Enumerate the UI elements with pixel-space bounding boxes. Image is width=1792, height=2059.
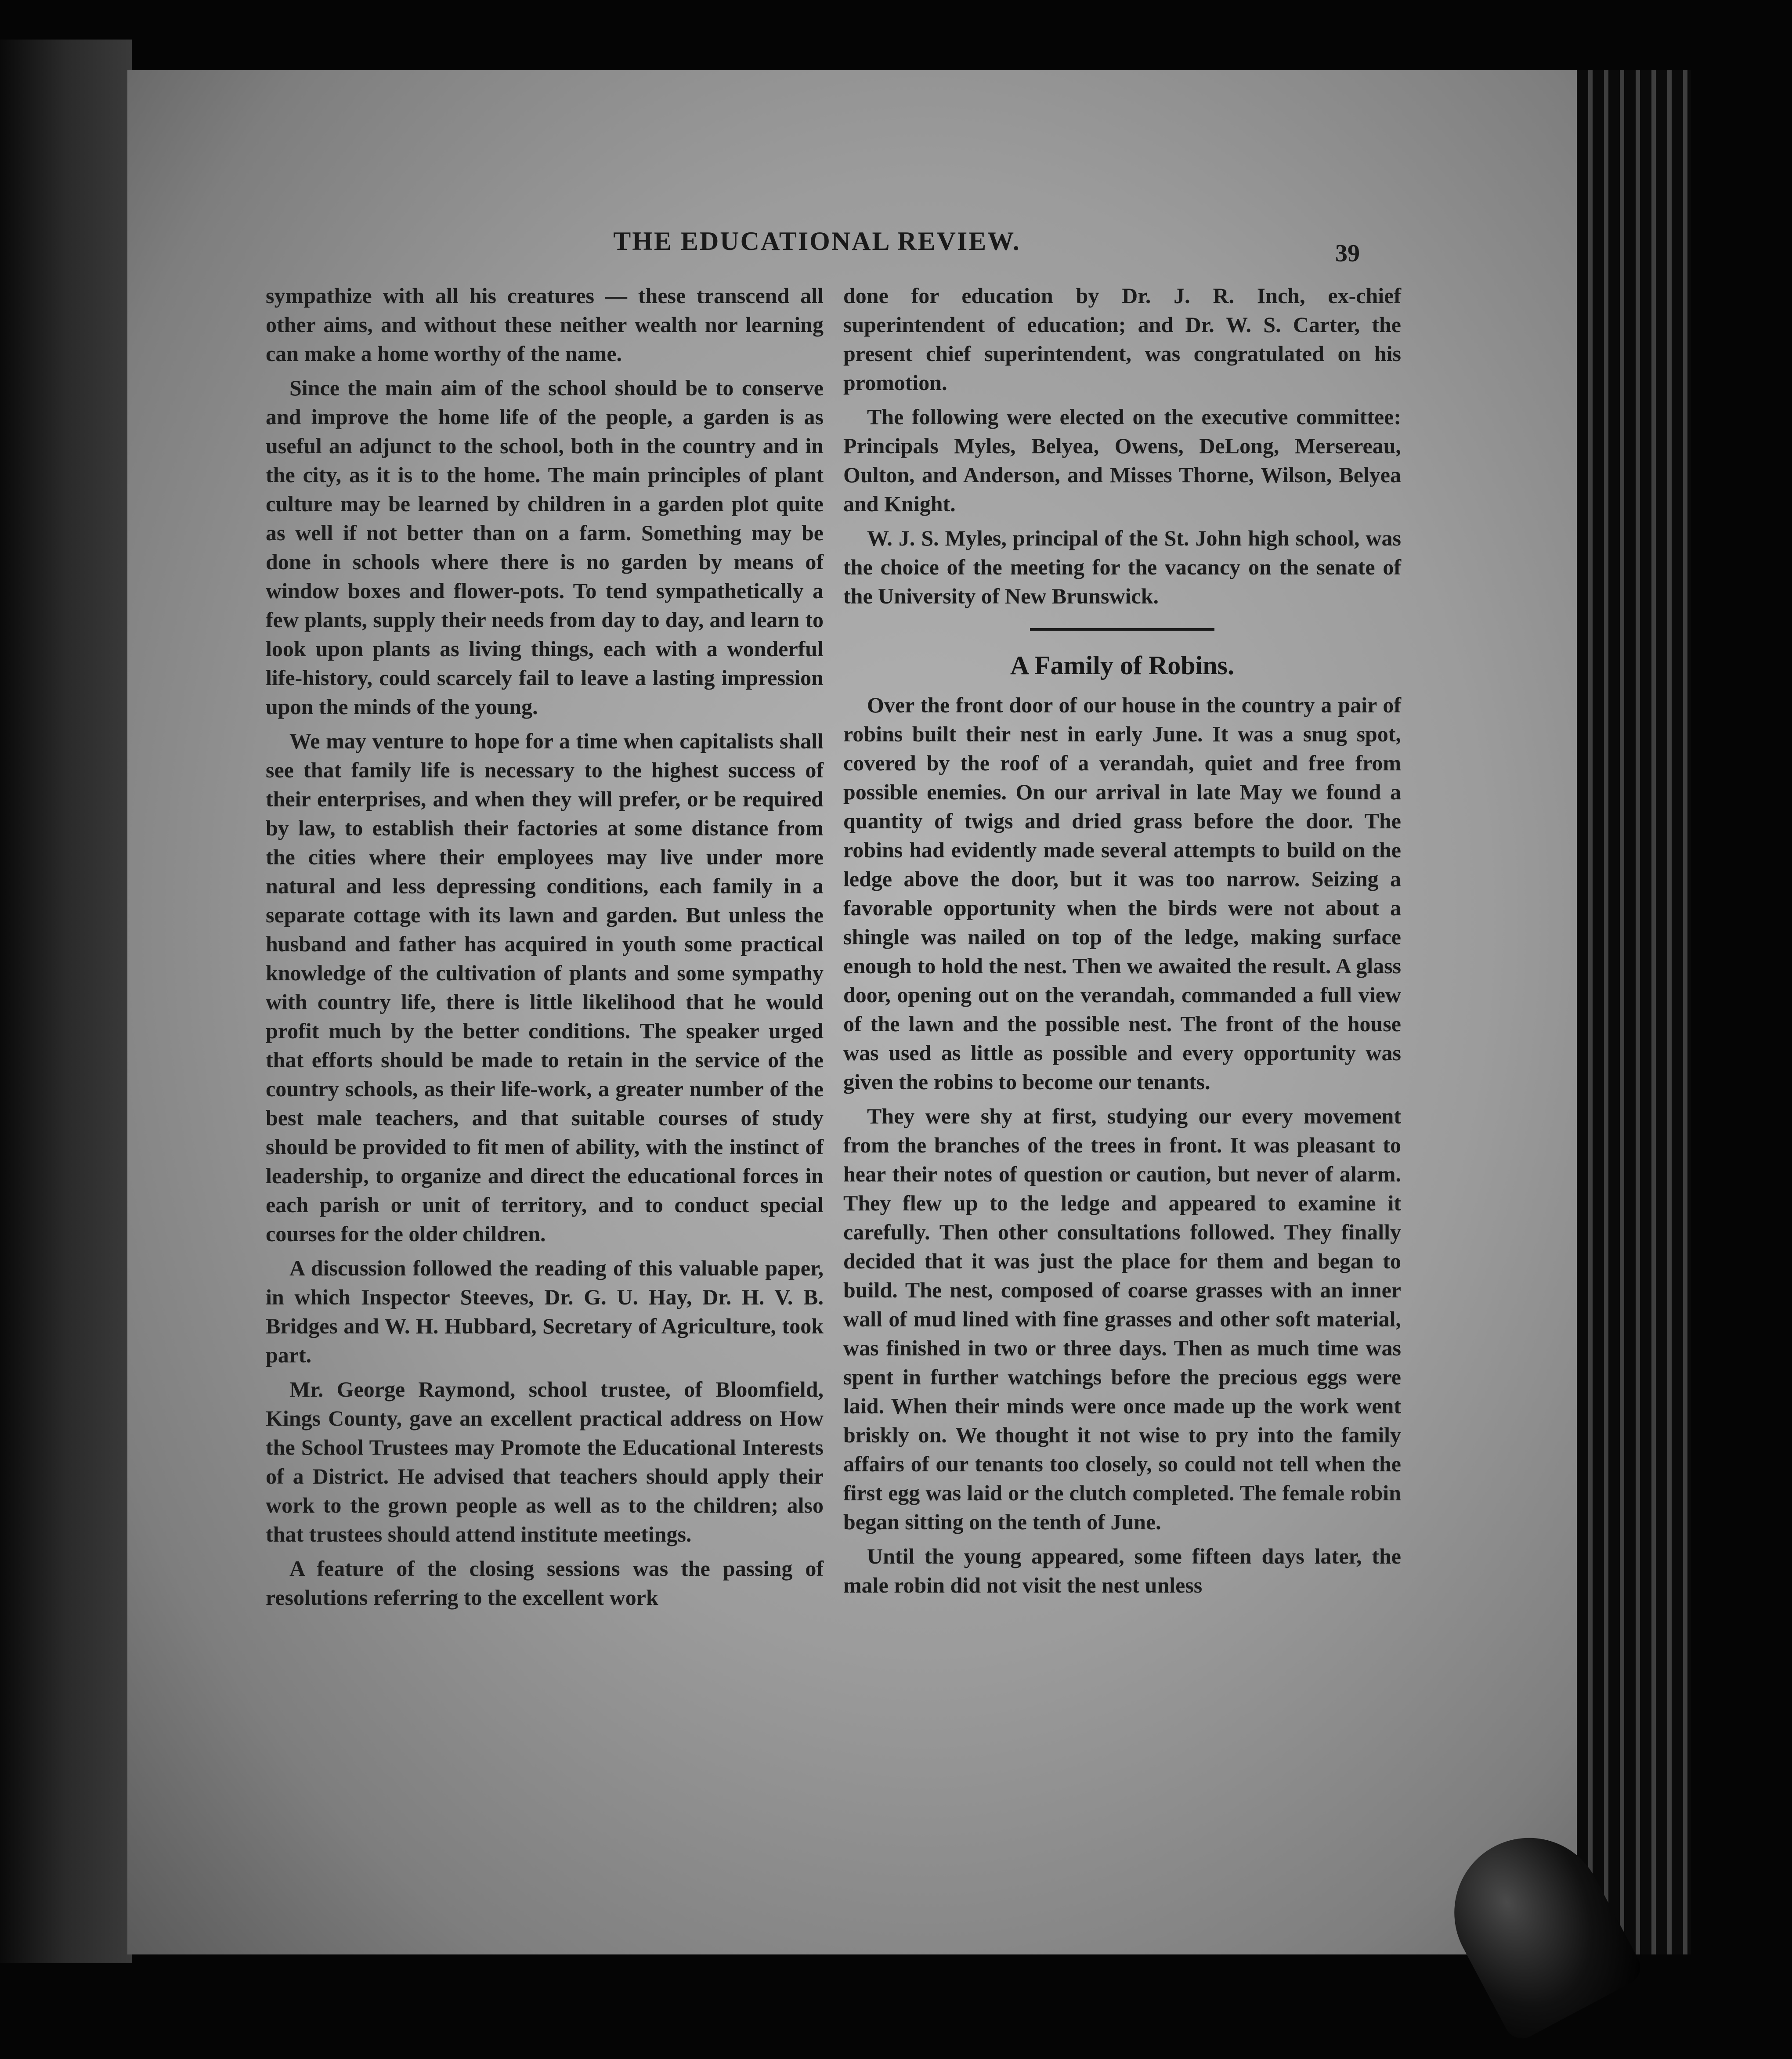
- left-text-column: [266, 281, 824, 1617]
- paragraph: A feature of the closing sessions was the passing of resolutions referring to the excellent work: [266, 1556, 824, 1610]
- article-paragraph: Over the front door of our house in the country a pair of robins built their nest in early June. It was a snug spot, covered by the roof of a verandah, quiet and free from possible enemies. On our arrival in late May we found a quantity of twigs and dried grass before the door. The robins had evidently made several attempts to build on the ledge above the door, but it was too narrow. Seizing a favorable opportunity when the birds were not about a shingle was nailed on top of the ledge, making surface enough to hold the nest. Then we awaited the result. A glass door, opening out on the verandah, commanded a full view of the lawn and the possible nest. The front of the house was used as little as possible and every opportunity was given the robins to become our tenants.: [843, 693, 1401, 1094]
- page-number: 39: [1335, 240, 1360, 267]
- right-text-column: [843, 281, 1401, 1605]
- paragraph: sympathize with all his creatures — these transcend all other aims, and without these neither wealth nor learning can make a home worthy of the name.: [266, 283, 824, 366]
- article-title: A Family of Robins.: [1010, 651, 1235, 680]
- paragraph: We may venture to hope for a time when capitalists shall see that family life is necessary to the highest success of their enterprises, and when they will prefer, or be required by law, to establish their factories at some distance from the cities where their employees may live under more natural and less depressing conditions, each family in a separate cottage with its lawn and garden. But unless the husband and father has acquired in youth some practical knowledge of the cultivation of plants and some sympathy with country life, there is little likelihood that he would profit much by the better conditions. The speaker urged that efforts should be made to retain in the service of the country schools, as their life-work, a greater number of the best male teachers, and that suitable courses of study should be provided to fit men of ability, with the instinct of leadership, to organize and direct the educational forces in each parish or unit of territory, and to conduct special courses for the older children.: [266, 729, 824, 1246]
- paragraph: A discussion followed the reading of this valuable paper, in which Inspector Steeves, Dr. G. U. Hay, Dr. H. V. B. Bridges and W. H. Hubbard, Secretary of Agriculture, took part.: [266, 1256, 824, 1367]
- facing-page-edge: [0, 40, 132, 1963]
- paragraph: Since the main aim of the school should be to conserve and improve the home life of the people, a garden is as useful an adjunct to the school, both in the country and in the city, as it is to the home. The main principles of plant culture may be learned by children in a garden plot quite as well if not better than on a farm. Something may be done in schools where there is no garden by means of window boxes and flower-pots. To tend sympathetically a few plants, supply their needs from day to day, and learn to look upon plants as living things, each with a wonderful life-history, could scarcely fail to leave a lasting impression upon the minds of the young.: [266, 376, 824, 719]
- section-divider-rule: [1030, 628, 1214, 631]
- article-paragraph: They were shy at first, studying our every movement from the branches of the trees in front. It was pleasant to hear their notes of question or caution, but never of alarm. They flew up to the ledge and appeared to examine it carefully. Then other consultations followed. They finally decided that it was just the place for them and began to build. The nest, composed of coarse grasses with an inner wall of mud lined with fine grasses and other soft material, was finished in two or three days. Then as much time was spent in further watchings before the precious eggs were laid. When their minds were once made up the work went briskly on. We thought it not wise to pry into the family affairs of our tenants too closely, so could not tell when the first egg was laid or the clutch completed. The female robin began sitting on the tenth of June.: [843, 1104, 1401, 1534]
- article-paragraph: Until the young appeared, some fifteen days later, the male robin did not visit the nest unless: [843, 1544, 1401, 1597]
- book-page-edges: [1577, 70, 1691, 1954]
- paragraph: Mr. George Raymond, school trustee, of Bloomfield, Kings County, gave an excellent practical address on How the School Trustees may Promote the Educational Interests of a District. He advised that teachers should apply their work to the grown people as well as to the children; also that trustees should attend institute meetings.: [266, 1377, 824, 1546]
- paragraph: W. J. S. Myles, principal of the St. John high school, was the choice of the meeting for the vacancy on the senate of the University of New Brunswick.: [843, 526, 1401, 608]
- paragraph: done for education by Dr. J. R. Inch, ex-chief superintendent of education; and Dr. W. S. Carter, the present chief superintendent, was congratulated on his promotion.: [843, 283, 1401, 395]
- running-header-title: THE EDUCATIONAL REVIEW.: [613, 227, 1021, 256]
- paragraph: The following were elected on the executive committee: Principals Myles, Belyea, Owens, DeLong, Mersereau, Oulton, and Anderson, and Misses Thorne, Wilson, Belyea and Knight.: [843, 405, 1401, 516]
